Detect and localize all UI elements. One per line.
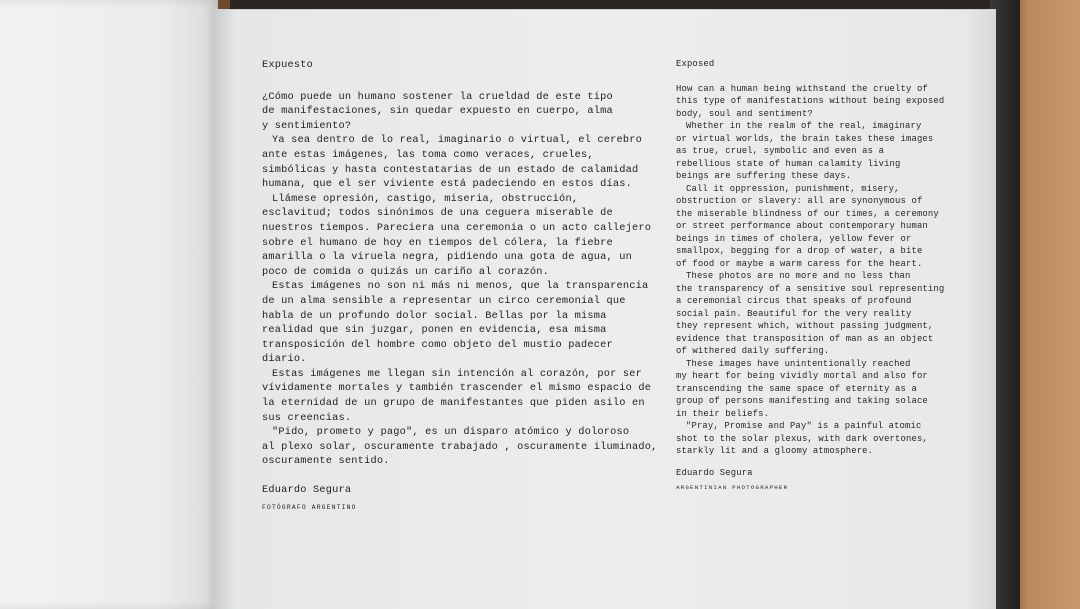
spanish-author: Eduardo Segura xyxy=(262,484,352,497)
spanish-paragraph: ¿Cómo puede un humano sostener la crueldad de este tipo de manifestaciones, sin quedar expuesto en cuerpo, alma y sentimiento? xyxy=(262,90,613,132)
spanish-paragraph: Estas imágenes no son ni más ni menos, que la transparencia de un alma sensible a representar un circo ceremonial que habla de un profundo dolor social. Bellas por la misma realidad que sin juzgar, ponen en evidencia, esa misma transposición del hombre como objeto del mustio padecer diario. xyxy=(262,280,649,366)
spanish-signature xyxy=(262,483,682,515)
spanish-paragraph: Ya sea dentro de lo real, imaginario o virtual, el cerebro ante estas imágenes, las toma como veraces, crueles, simbólicas y hasta contestatarias de un estado de calamidad humana, que el ser viviente está padeciendo en estos días. xyxy=(262,134,642,191)
english-author-role: ARGENTINIAN PHOTOGRAPHER xyxy=(676,484,789,491)
spanish-title: Expuesto xyxy=(262,59,314,71)
left-blank-page xyxy=(0,0,218,609)
english-paragraph: Call it oppression, punishment, misery, obstruction or slavery: all are synonymous of the miserable blindness of our times, a ceremony or street performance about contemporary human beings in times of cholera, yellow fever or smallpox, begging for a drop of water, a bite of food or maybe a warm caress for the heart. xyxy=(676,183,939,269)
english-paragraph: These photos are no more and no less than the transparency of a sensitive soul representing a ceremonial circus that speaks of profound social pain. Beautiful for the very reality they represent which, without passing judgment, evidence that transposition of man as an object of withered daily suffering. xyxy=(676,271,945,356)
english-paragraph: How can a human being withstand the cruelty of this type of manifestations without being exposed body, soul and sentiment? xyxy=(676,83,945,119)
english-column xyxy=(676,58,976,495)
english-title: Exposed xyxy=(676,59,715,69)
english-author: Eduardo Segura xyxy=(676,467,753,478)
spanish-author-role: FOTÓGRAFO ARGENTINO xyxy=(262,503,357,511)
spanish-column xyxy=(262,58,682,515)
english-paragraph: "Pray, Promise and Pay" is a painful atomic shot to the solar plexus, with dark overtones, starkly lit and a gloomy atmosphere. xyxy=(676,421,928,456)
spanish-paragraph: Estas imágenes me llegan sin intención al corazón, por ser vívidamente mortales y también trascender el mismo espacio de la eternidad de un grupo de manifestantes que piden asilo en sus creencias. xyxy=(262,367,652,424)
english-paragraph: Whether in the realm of the real, imaginary or virtual worlds, the brain takes these images as true, cruel, symbolic and even as a rebellious state of human calamity living beings are suffering these days. xyxy=(676,121,934,181)
spanish-paragraph: Llámese opresión, castigo, miseria, obstrucción, esclavitud; todos sinónimos de una ceguera miserable de nuestros tiempos. Pareciera una ceremonia o un acto callejero sobre el humano de hoy en tiempos del cólera, la fiebre amarilla o la viruela negra, pidiendo una gota de agua, un poco de comida o quizás un cariño al corazón. xyxy=(262,192,652,278)
english-signature xyxy=(676,467,976,495)
english-paragraph: These images have unintentionally reached my heart for being vividly mortal and also for transcending the same space of eternity as a group of persons manifesting and taking solace in their beliefs. xyxy=(676,358,928,419)
spanish-paragraph: "Pido, prometo y pago", es un disparo atómico y doloroso al plexo solar, oscuramente trabajado , oscuramente iluminado, oscuramente sentido. xyxy=(262,426,658,468)
